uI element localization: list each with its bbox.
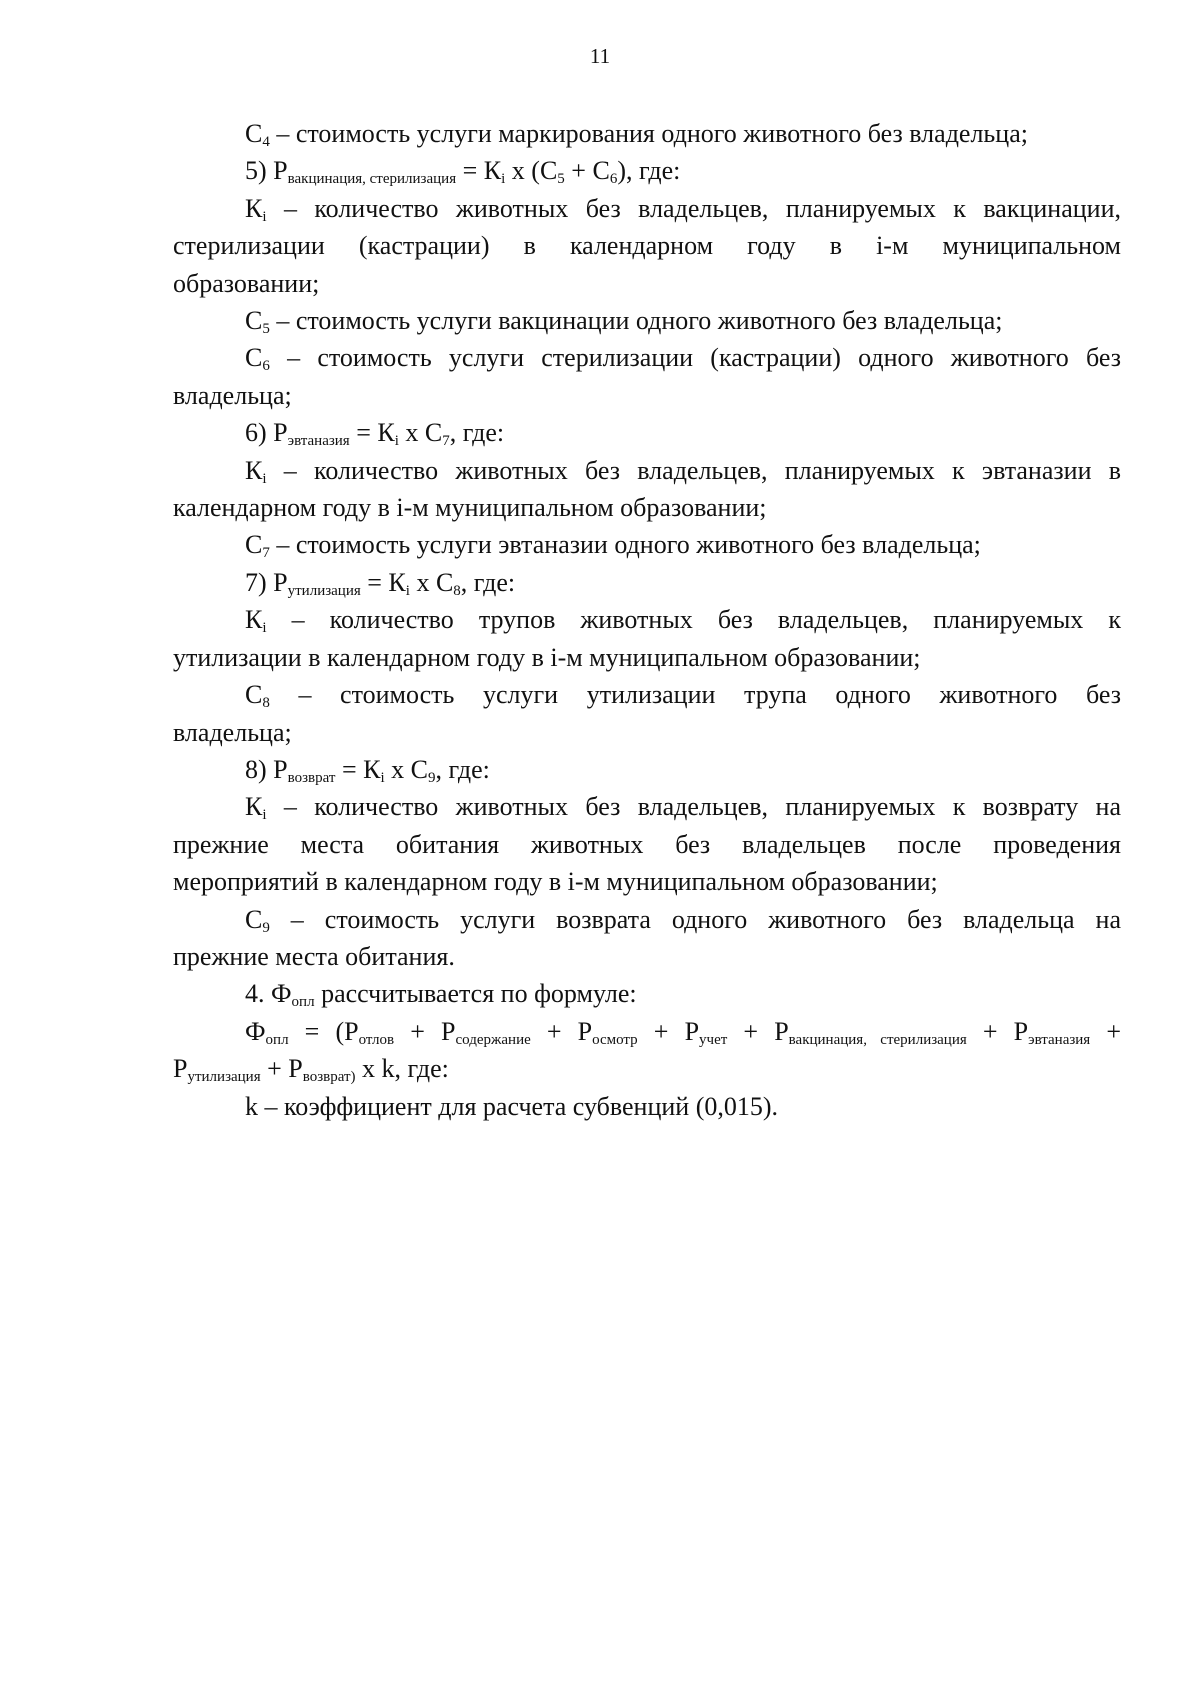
definition-c8-line2: владельца;: [173, 717, 292, 747]
definition-c5: $С_5$ – стоимость услуги вакцинации одного животного без владельца;: [245, 306, 1003, 338]
definition-ki-vaccination-line1: $К_i$ – количество животных без владельцев, планируемых к вакцинации,: [245, 193, 1121, 225]
document-body: [173, 115, 1121, 1125]
definition-c4: $С_4$ – стоимость услуги маркирования одного животного без владельца;: [245, 119, 1028, 150]
definition-ki-vaccination-line2: стерилизации (кастрации) в календарном году в i-м муниципальном: [173, 231, 1121, 261]
definition-ki-vaccination-line3: образовании;: [173, 268, 320, 298]
definition-ki-return-line1: $К_i$ – количество животных без владельцев, планируемых к возврату на: [245, 792, 1121, 824]
definition-c6-line1: $С_6$ – стоимость услуги стерилизации (кастрации) одного животного без: [245, 343, 1121, 375]
definition-ki-euthanasia-line1: $К_i$ – количество животных без владельцев, планируемых к эвтаназии в: [245, 455, 1121, 487]
formula-vaccination-sterilization: 5) $Р_{вакцинация, стерилизация} = К_i$ х $(С_5 + С_6)$, где:: [245, 156, 681, 188]
definition-ki-disposal-line1: $К_i$ – количество трупов животных без владельцев, планируемых к: [245, 605, 1121, 637]
formula-disposal: 7) $Р_{утилизация} = К_i$ х $С_8$, где:: [245, 567, 516, 599]
definition-k-coefficient: k – коэффициент для расчета субвенций (0,015).: [245, 1091, 779, 1121]
definition-ki-euthanasia-line2: календарном году в i-м муниципальном образовании;: [173, 493, 767, 523]
definition-c9-line1: $С_9$ – стоимость услуги возврата одного животного без владельца на: [245, 904, 1121, 936]
definition-c9-line2: прежние места обитания.: [173, 941, 455, 971]
formula-fopl-line2: $Р_{утилизация} + Р_{возврат)}$ х k, где:: [173, 1054, 449, 1086]
definition-c7: $С_7$ – стоимость услуги эвтаназии одного животного без владельца;: [245, 530, 981, 562]
definition-c8-line1: $С_8$ – стоимость услуги утилизации трупа одного животного без: [245, 680, 1121, 712]
section-4-heading: 4. $Ф_{опл}$ рассчитывается по формуле:: [245, 979, 637, 1011]
formula-return: 8) $Р_{возврат} = К_i$ х $С_9$, где:: [245, 754, 490, 786]
definition-c6-line2: владельца;: [173, 380, 292, 410]
definition-ki-return-line2: прежние места обитания животных без владельцев после проведения: [173, 829, 1121, 859]
formula-fopl-line1: $Ф_{опл} = (Р_{отлов} + Р_{содержание} + Р_{осмотр} + Р_{учет} + Р_{вакцинация, стерилизация} + Р_{эвтаназия}$ +: [245, 1016, 1121, 1048]
page-number: 11: [589, 44, 611, 68]
definition-ki-disposal-line2: утилизации в календарном году в i-м муниципальном образовании;: [173, 642, 921, 672]
formula-euthanasia: 6) $Р_{эвтаназия} = К_i$ х $С_7$, где:: [245, 418, 505, 450]
definition-ki-return-line3: мероприятий в календарном году в i-м муниципальном образовании;: [173, 867, 938, 897]
